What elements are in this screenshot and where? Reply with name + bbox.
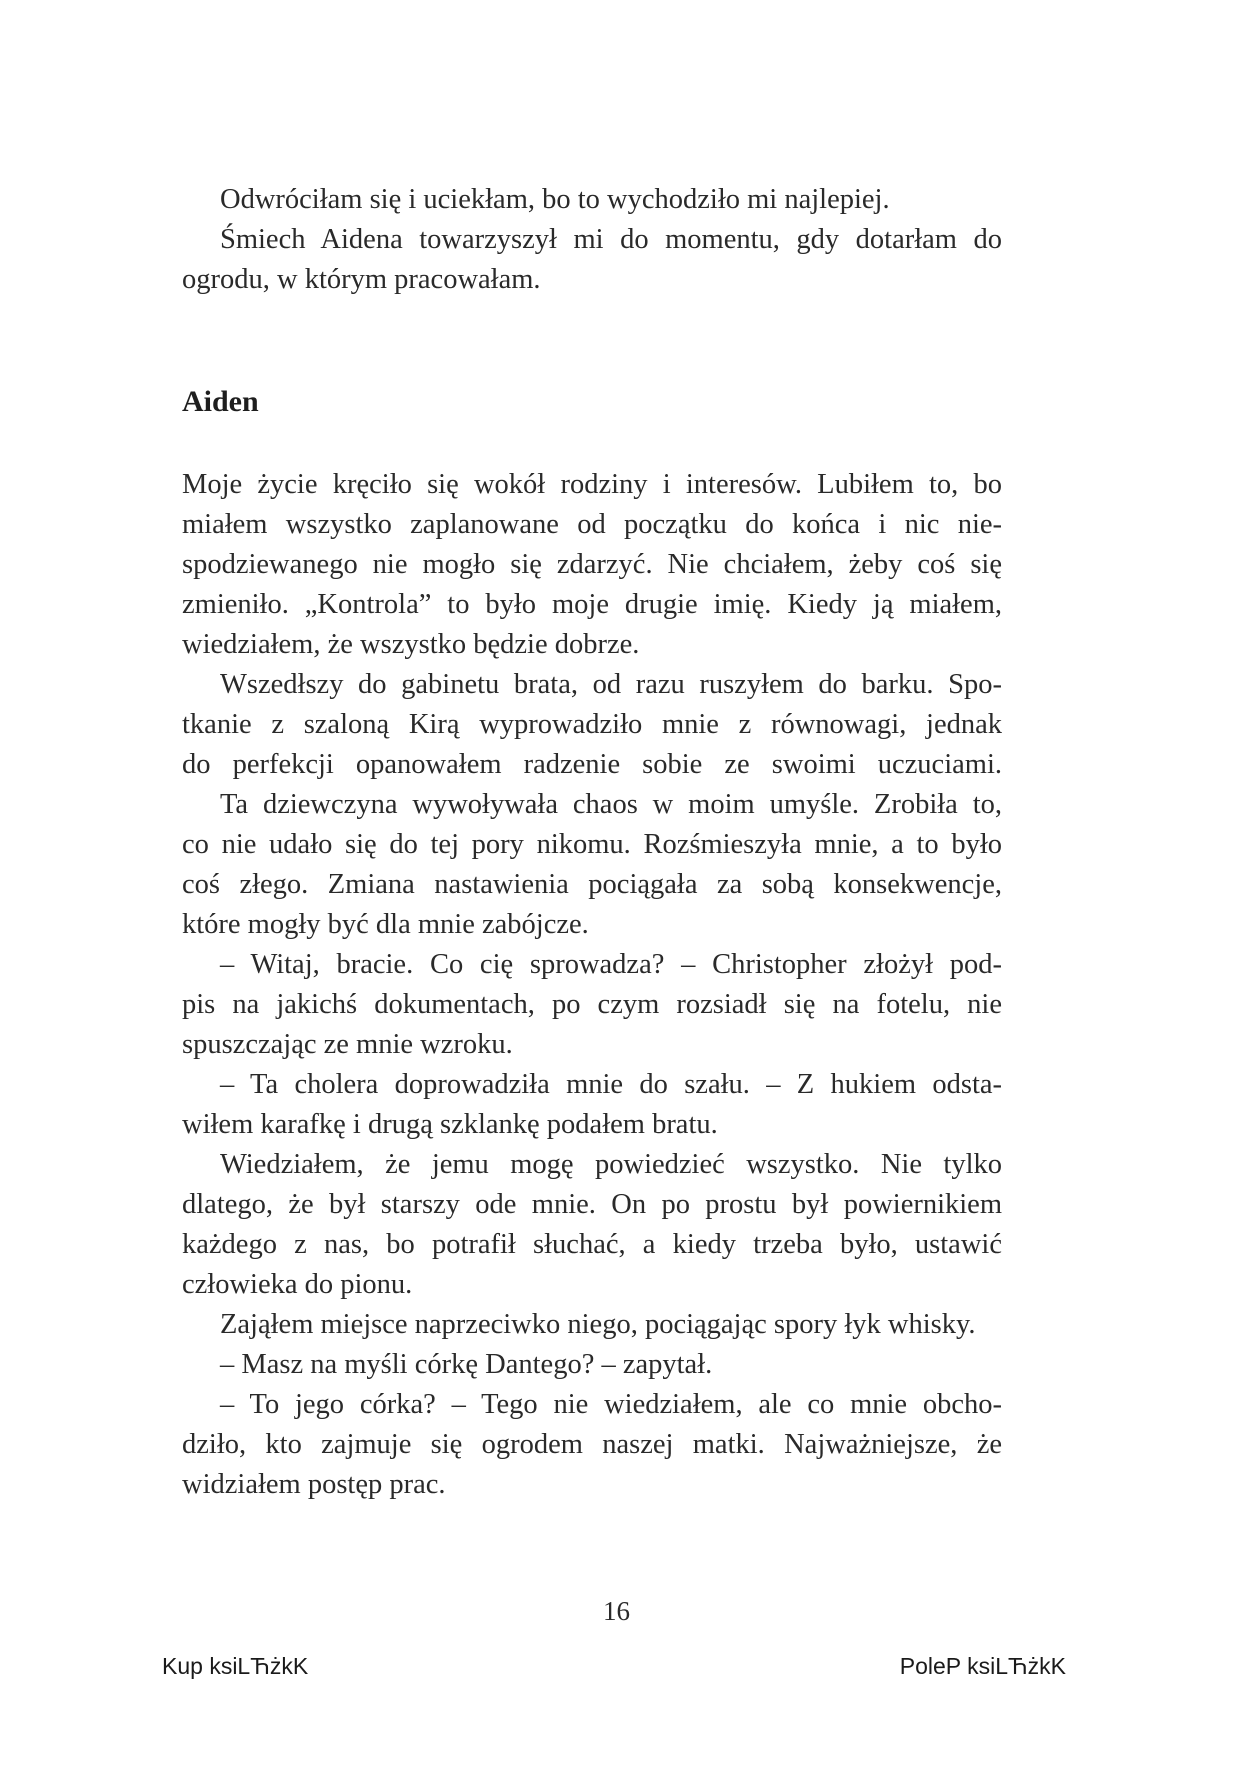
text-line: pis na jakichś dokumentach, po czym rozsiadł się na fotelu, nie <box>182 989 1002 1020</box>
text-line: miałem wszystko zaplanowane od początku do końca i nic nie- <box>182 509 1002 540</box>
text-line: Odwróciłam się i uciekłam, bo to wychodziło mi najlepiej. <box>220 184 890 215</box>
text-line: – Ta cholera doprowadziła mnie do szału. – Z hukiem odsta- <box>220 1069 1002 1100</box>
text-line: co nie udało się do tej pory nikomu. Rozśmieszyła mnie, a to było <box>182 829 1002 860</box>
text-line: do perfekcji opanowałem radzenie sobie ze swoimi uczuciami. <box>182 749 1002 780</box>
text-line: Śmiech Aidena towarzyszył mi do momentu, gdy dotarłam do <box>220 224 1002 255</box>
text-line: dlatego, że był starszy ode mnie. On po prostu był powiernikiem <box>182 1189 1002 1220</box>
text-line: tkanie z szaloną Kirą wyprowadziło mnie z równowagi, jednak <box>182 709 1002 740</box>
text-line: Ta dziewczyna wywoływała chaos w moim umyśle. Zrobiła to, <box>220 789 1002 820</box>
text-line: Wszedłszy do gabinetu brata, od razu ruszyłem do barku. Spo- <box>220 669 1002 700</box>
body-paragraphs <box>182 465 1002 1505</box>
text-line: wiłem karafkę i drugą szklankę podałem bratu. <box>182 1109 718 1140</box>
text-line: zmieniło. „Kontrola” to było moje drugie imię. Kiedy ją miałem, <box>182 589 1002 620</box>
text-line: spodziewanego nie mogło się zdarzyć. Nie chciałem, żeby coś się <box>182 549 1002 580</box>
text-line: człowieka do pionu. <box>182 1269 413 1300</box>
text-line: Wiedziałem, że jemu mogę powiedzieć wszystko. Nie tylko <box>220 1149 1002 1180</box>
text-line: Moje życie kręciło się wokół rodziny i interesów. Lubiłem to, bo <box>182 469 1002 500</box>
text-line: wiedziałem, że wszystko będzie dobrze. <box>182 629 640 660</box>
recommend-book-link[interactable]: PoleP ksiLЋżkK <box>899 1653 1066 1679</box>
section-heading: Aiden <box>182 385 259 418</box>
text-line: ogrodu, w którym pracowałam. <box>182 264 541 295</box>
text-line: – To jego córka? – Tego nie wiedziałem, ale co mnie obcho- <box>220 1389 1002 1420</box>
page-number: 16 <box>603 1596 630 1626</box>
text-line: – Masz na myśli córkę Dantego? – zapytał. <box>220 1349 713 1380</box>
text-line: każdego z nas, bo potrafił słuchać, a kiedy trzeba było, ustawić <box>182 1229 1002 1260</box>
text-line: spuszczając ze mnie wzroku. <box>182 1029 513 1060</box>
text-line: które mogły być dla mnie zabójcze. <box>182 909 589 940</box>
text-line: dziło, kto zajmuje się ogrodem naszej matki. Najważniejsze, że <box>182 1429 1002 1460</box>
text-line: Zająłem miejsce naprzeciwko niego, pociągając spory łyk whisky. <box>220 1309 976 1340</box>
text-line: widziałem postęp prac. <box>182 1469 446 1500</box>
intro-paragraphs <box>182 180 1002 300</box>
text-line: coś złego. Zmiana nastawienia pociągała za sobą konsekwencje, <box>182 869 1002 900</box>
buy-book-link[interactable]: Kup ksiLЋżkK <box>162 1653 309 1679</box>
text-line: – Witaj, bracie. Co cię sprowadza? – Christopher złożył pod- <box>220 949 1002 980</box>
